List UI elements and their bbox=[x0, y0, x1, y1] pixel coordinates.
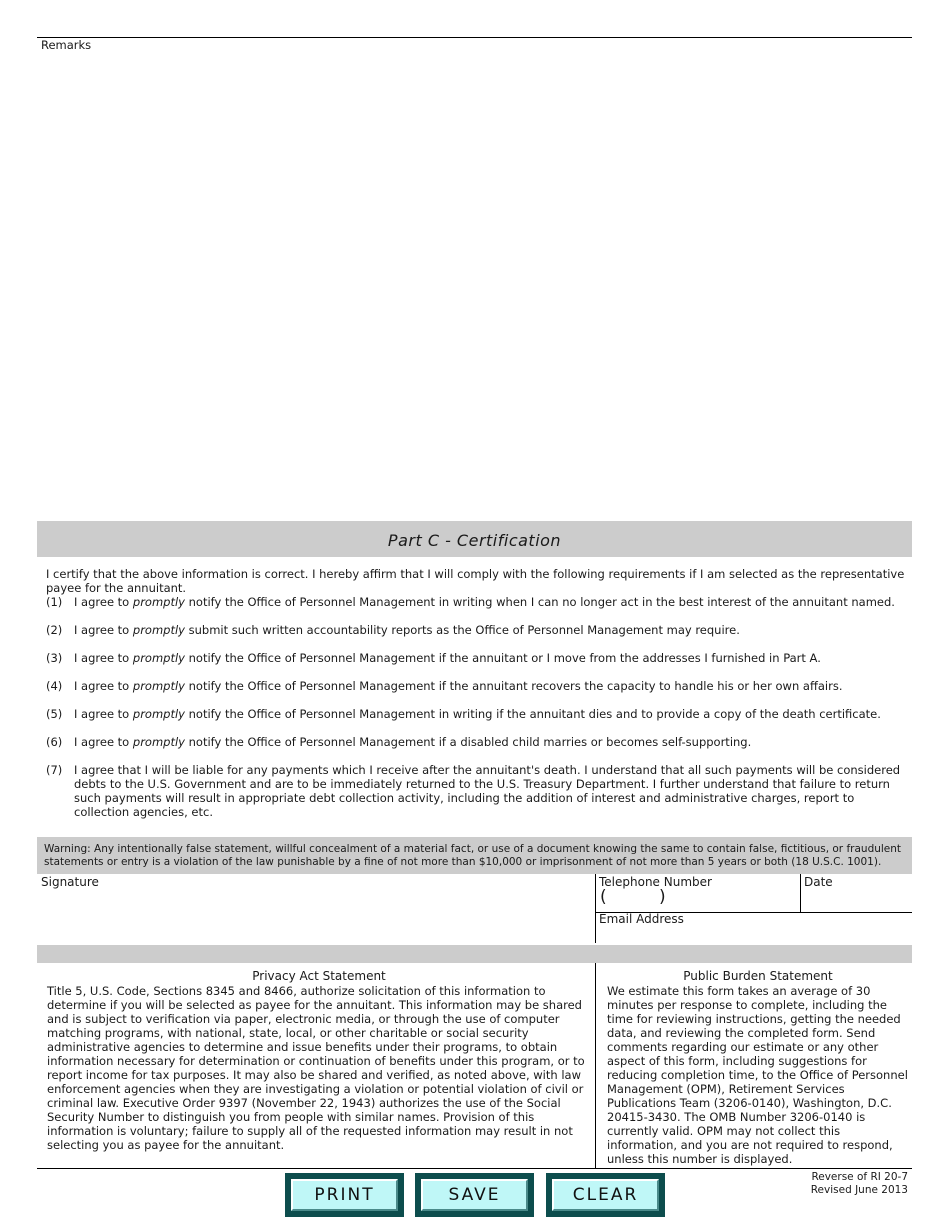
cert-item-text: notify the Office of Personnel Management if the annuitant recovers the capacity to handle his or her own affairs. bbox=[184, 679, 843, 693]
cert-item-3 bbox=[46, 651, 906, 665]
cert-item-text: I agree that I will be liable for any payments which I receive after the annuitant's death. I understand that all such payments will be considered debts to the U.S. Government and are to be immediately returned to the U.S. Treasury Department. I further understand that failure to return such payments will result in appropriate debt collection activity, including the addition of interest and administrative charges, report to collection agencies, etc. bbox=[74, 763, 901, 819]
cert-item-number: (5) bbox=[46, 707, 63, 721]
burden-title: Public Burden Statement bbox=[683, 969, 833, 983]
cert-item-number: (4) bbox=[46, 679, 63, 693]
cert-item-1 bbox=[46, 595, 906, 609]
cert-item-number: (7) bbox=[46, 763, 63, 777]
cert-item-text: I agree to bbox=[74, 735, 133, 749]
telephone-input[interactable] bbox=[672, 890, 798, 910]
cert-item-number: (3) bbox=[46, 651, 63, 665]
cert-item-emphasis: promptly bbox=[132, 735, 185, 749]
cert-item-4 bbox=[46, 679, 906, 693]
date-input[interactable] bbox=[804, 891, 912, 911]
cert-item-emphasis: promptly bbox=[132, 707, 185, 721]
certification-intro: I certify that the above information is correct. I hereby affirm that I will comply with the following requirements if I am selected as the representative payee for the annuitant. bbox=[46, 567, 905, 595]
cert-item-7 bbox=[46, 763, 906, 819]
remarks-label: Remarks bbox=[41, 38, 92, 52]
cert-item-text: notify the Office of Personnel Management in writing when I can no longer act in the best interest of the annuitant named. bbox=[184, 595, 895, 609]
cert-item-text: notify the Office of Personnel Management if the annuitant or I move from the addresses I furnished in Part A. bbox=[184, 651, 821, 665]
form-id-line2: Revised June 2013 bbox=[810, 1184, 908, 1196]
cert-item-text: I agree to bbox=[74, 679, 133, 693]
burden-text: We estimate this form takes an average of 30 minutes per response to complete, including the time for reviewing instructions, getting the needed data, and reviewing the completed form. Send comments regarding our estimate or any other aspect of this form, including suggestions for reducing completion time, to the Office of Personnel Management (OPM), Retirement Services Publications Team (3206-0140), Washington, D.C. 20415-3430. The OMB Number 3206-0140 is currently valid. OPM may not collect this information, and you are not required to respond, unless this number is displayed. bbox=[607, 984, 908, 1166]
cert-item-emphasis: promptly bbox=[132, 651, 185, 665]
clear-button[interactable] bbox=[546, 1173, 665, 1217]
telephone-date-divider bbox=[800, 874, 801, 913]
signature-input[interactable] bbox=[40, 892, 594, 940]
cert-item-2 bbox=[46, 623, 906, 637]
statements-bottom-rule bbox=[37, 1168, 912, 1169]
print-button-label: PRINT bbox=[314, 1185, 375, 1205]
form-id-line1: Reverse of RI 20-7 bbox=[811, 1171, 908, 1183]
telephone-open-paren: ( bbox=[600, 887, 607, 907]
cert-item-text: submit such written accountability reports as the Office of Personnel Management may require. bbox=[184, 623, 740, 637]
cert-item-text: I agree to bbox=[74, 707, 133, 721]
cert-item-number: (2) bbox=[46, 623, 63, 637]
part-c-title: Part C - Certification bbox=[387, 531, 562, 550]
cert-item-emphasis: promptly bbox=[132, 595, 185, 609]
email-input[interactable] bbox=[599, 927, 911, 943]
warning-text: Warning: Any intentionally false statement, willful concealment of a material fact, or use of a document knowing the same to contain false, fictitious, or fraudulent statements or entry is a violation of the law punishable by a fine of not more than $10,000 or imprisonment of not more than 5 years or both (18 U.S.C. 1001). bbox=[44, 843, 902, 868]
cert-item-text: notify the Office of Personnel Management if a disabled child marries or becomes self-supporting. bbox=[184, 735, 752, 749]
cert-item-text: I agree to bbox=[74, 595, 133, 609]
cert-item-text: notify the Office of Personnel Management in writing if the annuitant dies and to provide a copy of the death certificate. bbox=[184, 707, 881, 721]
privacy-title: Privacy Act Statement bbox=[252, 969, 386, 983]
print-button[interactable] bbox=[285, 1173, 404, 1217]
save-button[interactable] bbox=[415, 1173, 534, 1217]
remarks-input[interactable] bbox=[38, 54, 914, 520]
cert-item-text: I agree to bbox=[74, 651, 133, 665]
statements-divider bbox=[595, 963, 596, 1169]
form-id bbox=[760, 1171, 908, 1197]
privacy-text: Title 5, U.S. Code, Sections 8345 and 8466, authorize solicitation of this information to determine if you will be selected as payee for the annuitant. This information may be shared and is subject to verification via paper, electronic media, or through the use of computer matching programs, with national, state, local, or other charitable or social security administrative agencies to determine and issue benefits under their programs, to obtain information necessary for determination or continuation of benefits under this program, or to report income for tax purposes. It may also be shared and verified, as noted above, with law enforcement agencies when they are investigating a violation or potential violation of civil or criminal law. Executive Order 9397 (November 22, 1943) authorizes the use of the Social Security Number to distinguish you from people with similar names. Provision of this information is voluntary; failure to supply all of the requested information may result in not selecting you as payee for the annuitant. bbox=[47, 984, 585, 1152]
remarks-top-rule bbox=[37, 37, 912, 38]
clear-button-label: CLEAR bbox=[572, 1185, 639, 1205]
email-label: Email Address bbox=[599, 912, 684, 926]
cert-item-emphasis: promptly bbox=[132, 679, 185, 693]
cert-item-emphasis: promptly bbox=[132, 623, 185, 637]
separator-bar bbox=[37, 945, 912, 963]
telephone-label: Telephone Number bbox=[599, 875, 712, 889]
cert-item-text: I agree to bbox=[74, 623, 133, 637]
date-label: Date bbox=[804, 875, 833, 889]
cert-item-6 bbox=[46, 735, 906, 749]
cert-item-5 bbox=[46, 707, 906, 721]
cert-item-number: (6) bbox=[46, 735, 63, 749]
cert-item-number: (1) bbox=[46, 595, 63, 609]
telephone-close-paren: ) bbox=[659, 887, 666, 907]
save-button-label: SAVE bbox=[448, 1185, 501, 1205]
signature-label: Signature bbox=[41, 875, 99, 889]
signature-divider bbox=[595, 874, 596, 943]
